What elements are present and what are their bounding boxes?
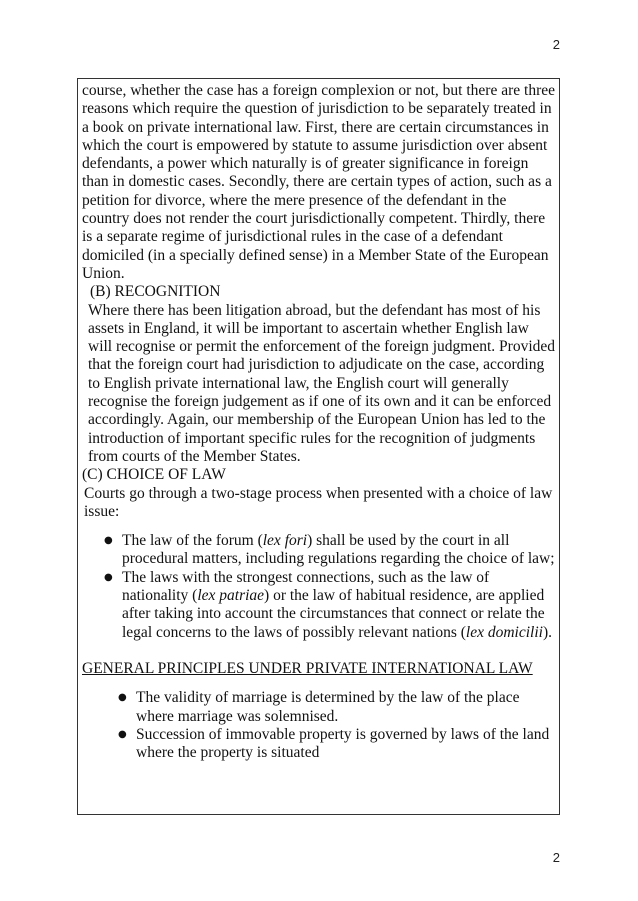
list-item: ● The validity of marriage is determined by the law of the place where marriage was solemnised. [118, 689, 555, 726]
choice-of-law-list [104, 532, 555, 642]
list-item: ● The laws with the strongest connections, such as the law of nationality (lex patriae) or the law of habitual residence, are applied after taking into account the circumstances that connect or relate the legal concerns to the laws of possibly relevant nations (lex domicilii). [104, 569, 555, 642]
heading-general-principles: GENERAL PRINCIPLES UNDER PRIVATE INTERNATIONAL LAW [82, 659, 533, 677]
heading-choice-of-law: (C) CHOICE OF LAW [82, 466, 226, 484]
paragraph-choice-of-law: Courts go through a two-stage process when presented with a choice of law issue: [84, 484, 553, 520]
content-box [77, 78, 560, 815]
term-lex-domicilii: lex domicilii [465, 623, 543, 641]
paragraph-recognition: Where there has been litigation abroad, but the defendant has most of his assets in England, it will be important to ascertain whether English law will recognise or permit the enforcement of the foreign judgment. Provided that the foreign court had jurisdiction to adjudicate on the case, according to English private international law, the English court will generally recognise the foreign judgement as if one of its own and it can be enforced accordingly. Again, our membership of the European Union has led to the introduction of important specific rules for the recognition of judgments from courts of the Member States. [88, 301, 556, 465]
list-item: ● Succession of immovable property is governed by laws of the land where the property is situated [118, 726, 555, 763]
page-number-top: 2 [552, 37, 560, 52]
paragraph-jurisdiction: course, whether the case has a foreign complexion or not, but there are three reasons which require the question of jurisdiction to be separately treated in a book on private international law. First, there are certain circumstances in which the court is empowered by statute to assume jurisdiction over absent defendants, a power which naturally is of greater significance in foreign than in domestic cases. Secondly, there are certain types of action, such as a petition for divorce, where the mere presence of the defendant in the country does not render the court jurisdictionally competent. Thirdly, there is a separate regime of jurisdictional rules in the case of a defendant domiciled (in a specially defined sense) in a Member State of the European Union. [82, 82, 555, 282]
term-lex-fori: lex fori [262, 532, 308, 550]
general-principles-list [118, 689, 555, 762]
page-number-bottom: 2 [552, 850, 560, 865]
heading-recognition: (B) RECOGNITION [90, 283, 221, 301]
term-lex-patriae: lex patriae [197, 587, 265, 605]
list-item: ● The law of the forum (lex fori) shall be used by the court in all procedural matters, including regulations regarding the choice of law; [104, 532, 555, 569]
